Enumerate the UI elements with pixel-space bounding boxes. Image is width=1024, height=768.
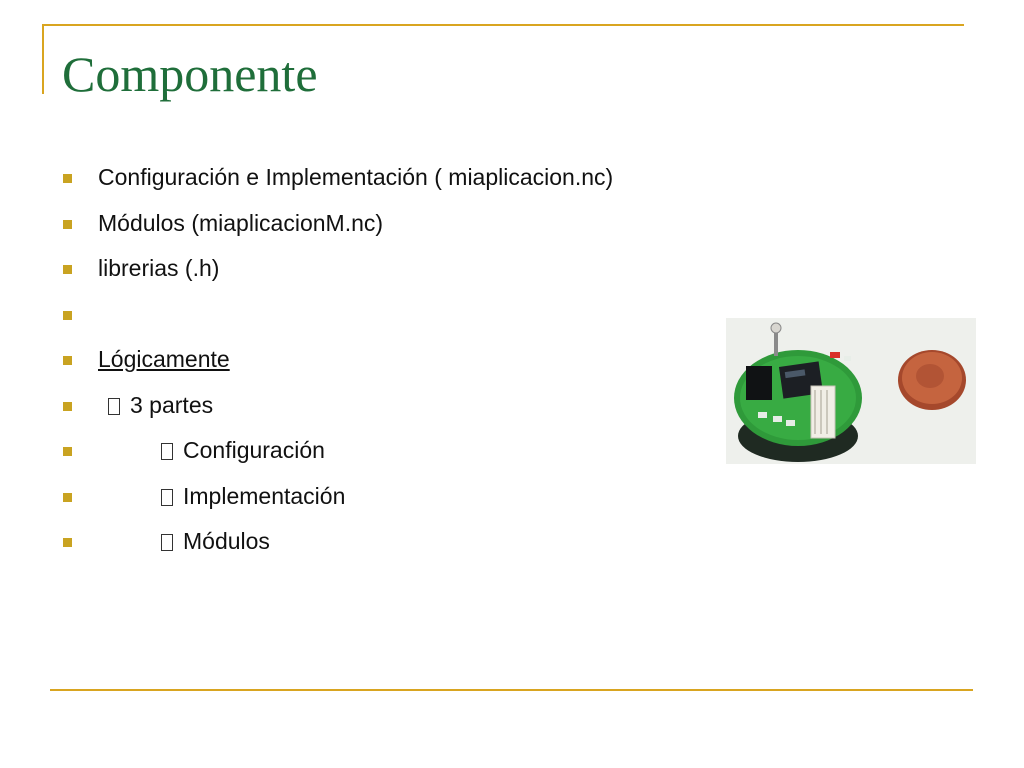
missing-glyph-icon: [161, 489, 173, 506]
bullet-marker-icon: [63, 447, 72, 456]
bullet-item-modulos-file: [60, 201, 613, 247]
missing-glyph-icon: [108, 398, 120, 415]
bullet-item-librerias: [60, 246, 613, 292]
bullet-text: Módulos: [183, 528, 270, 555]
bullet-marker-icon: [63, 538, 72, 547]
bullet-text: Configuración: [183, 437, 325, 464]
bullet-text: librerias (.h): [98, 255, 220, 282]
bullet-marker-icon: [63, 493, 72, 502]
top-accent-line: [42, 24, 964, 26]
sensor-board-with-penny-icon: [726, 318, 976, 464]
missing-glyph-icon: [161, 534, 173, 551]
bullet-list: [60, 155, 613, 565]
slide-title: Componente: [62, 46, 318, 102]
missing-glyph-icon: [161, 443, 173, 460]
bullet-marker-icon: [63, 265, 72, 274]
bullet-text: Lógicamente: [98, 346, 230, 373]
bullet-item-logicamente: [60, 337, 613, 383]
left-accent-line: [42, 24, 44, 94]
bullet-marker-icon: [63, 220, 72, 229]
bullet-marker-icon: [63, 402, 72, 411]
bullet-item-configuracion-implementacion: [60, 155, 613, 201]
bullet-text: Configuración e Implementación ( miaplicacion.nc): [98, 164, 614, 191]
bottom-accent-line: [50, 689, 973, 691]
bullet-marker-icon: [63, 174, 72, 183]
bullet-text: Implementación: [183, 482, 346, 509]
bullet-text-wrapper: [161, 437, 325, 464]
bullet-text: 3 partes: [130, 391, 214, 418]
bullet-item-modulos: [60, 519, 613, 565]
bullet-text-wrapper: [161, 483, 345, 510]
bullet-item-empty: [60, 292, 613, 338]
bullet-item-3-partes: [60, 383, 613, 429]
bullet-item-configuracion: [60, 428, 613, 474]
sensor-board-photo: [726, 318, 976, 464]
bullet-marker-icon: [63, 311, 72, 320]
bullet-marker-icon: [63, 356, 72, 365]
bullet-text-wrapper: [108, 392, 213, 419]
bullet-text-wrapper: [161, 528, 270, 555]
bullet-item-implementacion: [60, 474, 613, 520]
bullet-text: Módulos (miaplicacionM.nc): [98, 209, 384, 236]
